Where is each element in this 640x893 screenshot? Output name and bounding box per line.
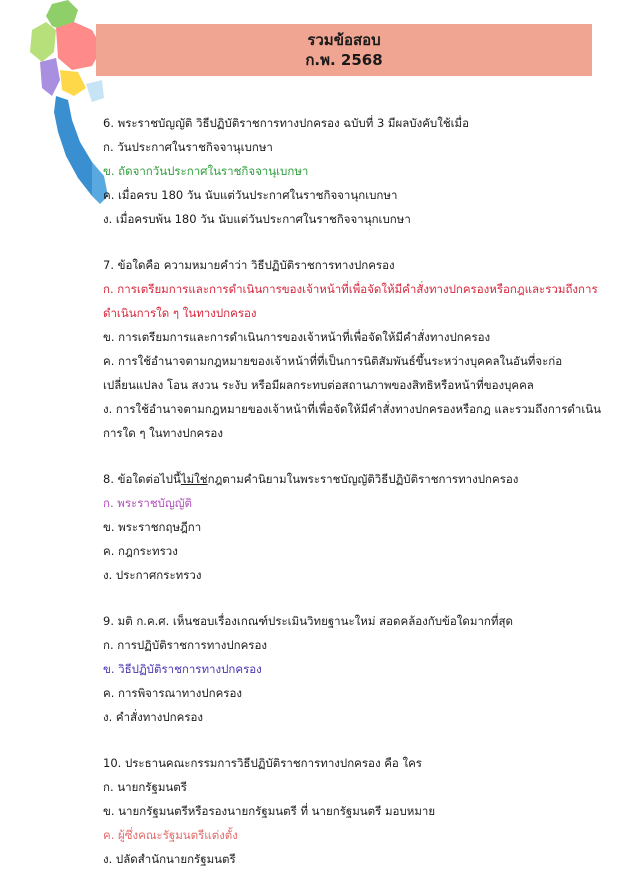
question-10 — [103, 751, 603, 871]
choice: ข. การเตรียมการและการดำเนินการของเจ้าหน้าที่เพื่อจัดให้มีคำสั่งทางปกครอง — [103, 330, 491, 344]
choice: ค. กฎกระทรวง — [103, 544, 178, 558]
question-9 — [103, 609, 603, 729]
stem-before: 8. ข้อใดต่อไปนี้ — [103, 472, 181, 486]
choice-answer: ก. การเตรียมการและการดำเนินการของเจ้าหน้าที่เพื่อจัดให้มีคำสั่งทางปกครองหรือกฎและรวมถึงการดำเนินการใด ๆ ในทางปกครอง — [103, 282, 598, 320]
question-stem: 6. พระราชบัญญัติ วิธีปฏิบัติราชการทางปกครอง ฉบับที่ 3 มีผลบังคับใช้เมื่อ — [103, 116, 470, 130]
question-7 — [103, 253, 603, 445]
choice: ค. การพิจารณาทางปกครอง — [103, 686, 242, 700]
question-stem: 9. มติ ก.ค.ศ. เห็นชอบเรื่องเกณฑ์ประเมินวิทยฐานะใหม่ สอดคล้องกับข้อใดมากที่สุด — [103, 614, 513, 628]
question-8 — [103, 467, 603, 587]
choice: ก. นายกรัฐมนตรี — [103, 780, 187, 794]
stem-after: กฎตามคำนิยามในพระราชบัญญัติวิธีปฏิบัติราชการทางปกครอง — [207, 472, 519, 486]
choice: ก. วันประกาศในราชกิจจานุเบกษา — [103, 140, 273, 154]
choice: ง. การใช้อำนาจตามกฎหมายของเจ้าหน้าที่เพื่อจัดให้มีคำสั่งทางปกครองหรือกฎ และรวมถึงการดำเนินการใด ๆ ในทางปกครอง — [103, 402, 602, 440]
stem-underlined: ไม่ใช่ — [180, 472, 208, 486]
page-title: รวมข้อสอบ — [307, 31, 381, 49]
choice: ง. เมื่อครบพ้น 180 วัน นับแต่วันประกาศในราชกิจจานุกเบกษา — [103, 212, 411, 226]
page-subtitle: ก.พ. 2568 — [305, 51, 383, 69]
question-stem: 7. ข้อใดคือ ความหมายคำว่า วิธีปฏิบัติราชการทางปกครอง — [103, 258, 395, 272]
choice: ค. เมื่อครบ 180 วัน นับแต่วันประกาศในราชกิจจานุกเบกษา — [103, 188, 398, 202]
title-banner — [96, 24, 592, 76]
question-stem — [103, 467, 603, 491]
choice: ง. คำสั่งทางปกครอง — [103, 710, 204, 724]
choice: ก. การปฏิบัติราชการทางปกครอง — [103, 638, 268, 652]
question-list — [103, 111, 603, 893]
choice-answer: ค. ผู้ซึ่งคณะรัฐมนตรีแต่งตั้ง — [103, 828, 238, 842]
question-stem: 10. ประธานคณะกรรมการวิธีปฏิบัติราชการทางปกครอง คือ ใคร — [103, 756, 422, 770]
choice-answer: ข. วิธีปฏิบัติราชการทางปกครอง — [103, 662, 262, 676]
choice-answer: ข. ถัดจากวันประกาศในราชกิจจานุเบกษา — [103, 164, 309, 178]
choice: ง. ประกาศกระทรวง — [103, 568, 202, 582]
question-6 — [103, 111, 603, 231]
choice-answer: ก. พระราชบัญญัติ — [103, 496, 193, 510]
choice: ข. นายกรัฐมนตรีหรือรองนายกรัฐมนตรี ที่ นายกรัฐมนตรี มอบหมาย — [103, 804, 436, 818]
choice: ค. การใช้อำนาจตามกฎหมายของเจ้าหน้าที่ที่เป็นการนิติสัมพันธ์ขึ้นระหว่างบุคคลในอันที่จะก่อเปลี่ยนแปลง โอน สงวน ระงับ หรือมีผลกระทบต่อสถานภาพของสิทธิหรือหน้าที่ของบุคคล — [103, 354, 563, 392]
choice: ข. พระราชกฤษฎีกา — [103, 520, 202, 534]
choice: ง. ปลัดสำนักนายกรัฐมนตรี — [103, 852, 236, 866]
